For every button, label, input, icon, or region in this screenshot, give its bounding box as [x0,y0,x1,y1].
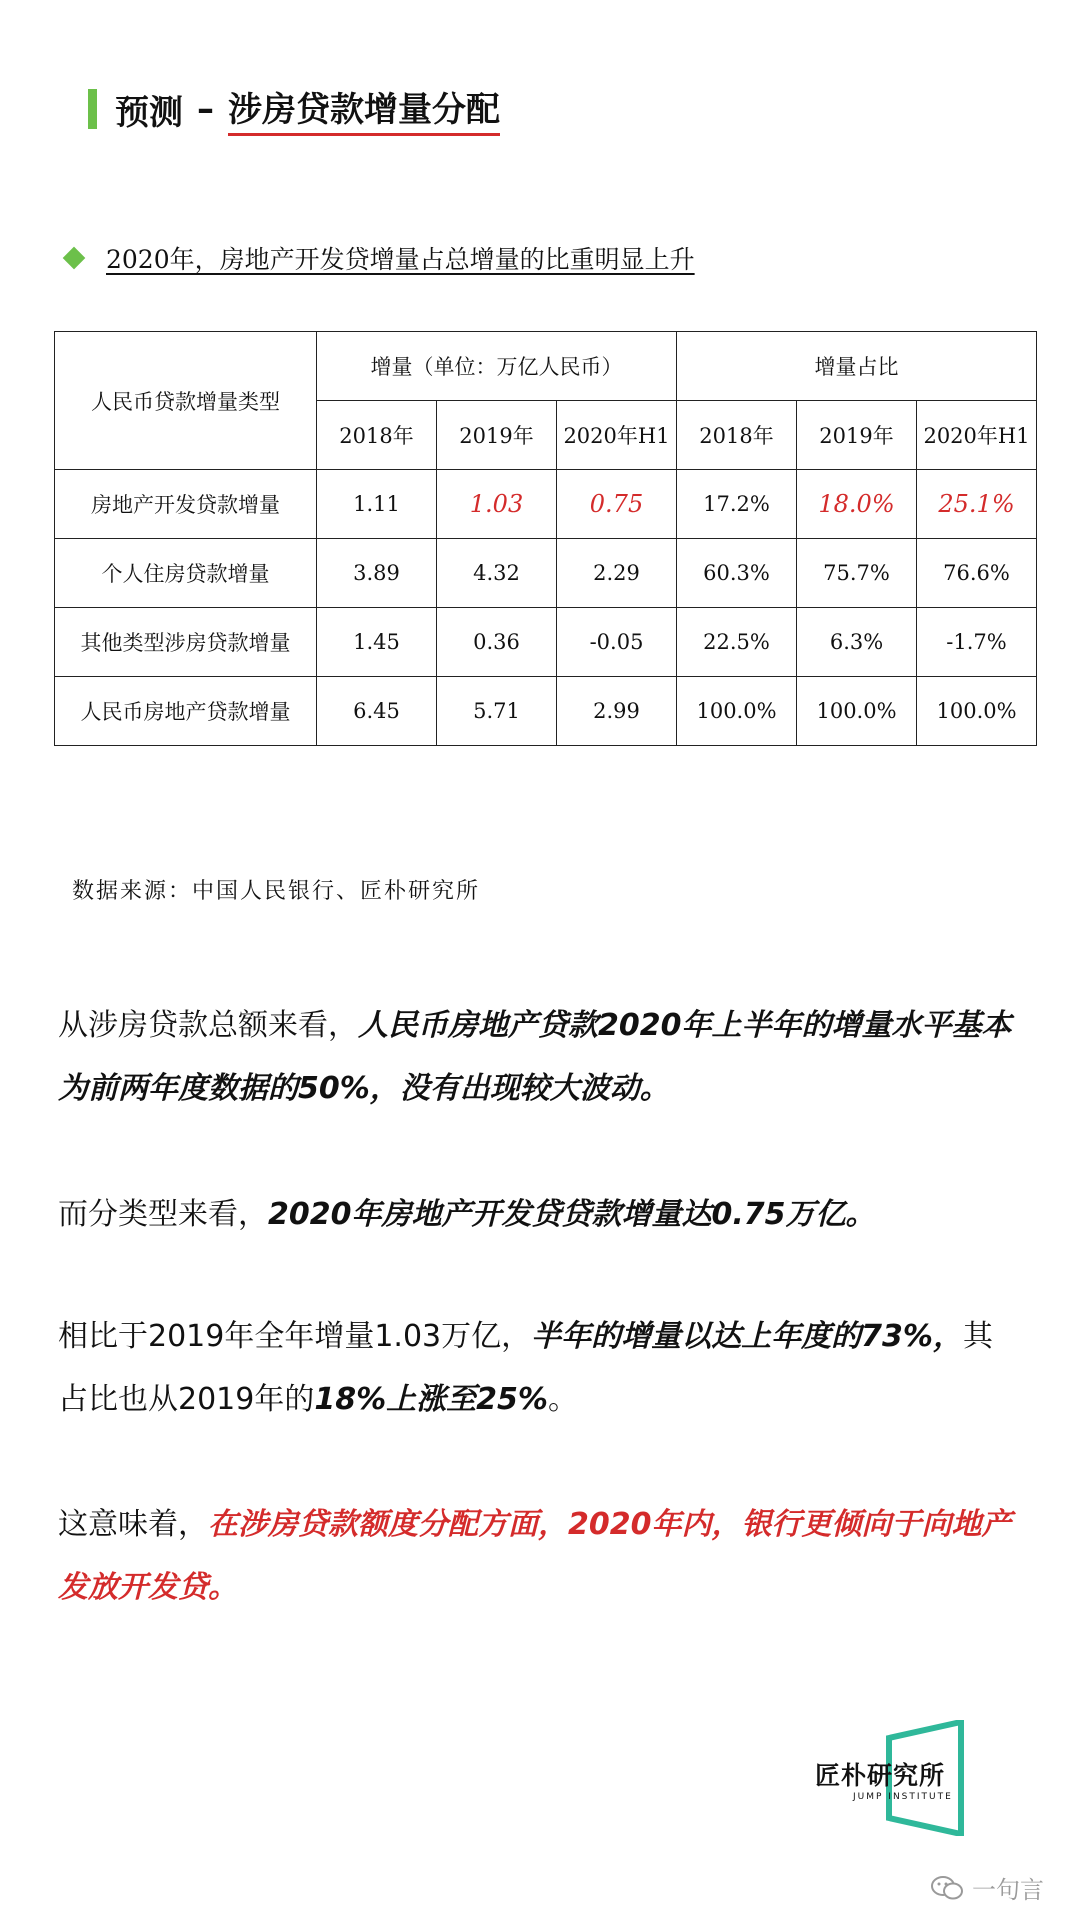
paragraph-emphasis: 半年的增量以达上年度的73%， [531,1319,963,1354]
row-label: 其他类型涉房贷款增量 [55,608,317,677]
wechat-name: 一句言 [972,1876,1044,1904]
table-cell: 75.7% [797,539,917,608]
table-cell: 6.3% [797,608,917,677]
paragraph-red-emphasis: 在涉房贷款额度分配方面，2020年内，银行更倾向于向地产发放开发贷。 [58,1507,1012,1605]
table-cell: 100.0% [677,677,797,746]
table-cell: 60.3% [677,539,797,608]
year-header: 2018年 [677,401,797,470]
paragraph-text: 这意味着， [58,1507,208,1542]
data-source: 数据来源：中国人民银行、匠朴研究所 [72,879,481,904]
title-accent-bar [88,89,97,129]
table-cell-highlight: 18.0% [797,470,917,539]
diamond-bullet-icon [63,247,86,270]
row-label: 个人住房贷款增量 [55,539,317,608]
table-cell-highlight: 1.03 [437,470,557,539]
table-cell: -0.05 [557,608,677,677]
table-cell: 0.36 [437,608,557,677]
row-header-cell: 人民币贷款增量类型 [55,332,317,470]
title-prefix: 预测 [115,92,183,133]
table-cell: 5.71 [437,677,557,746]
paragraph-emphasis: 2020年房地产开发贷贷款增量达0.75万亿。 [268,1197,876,1232]
table-cell: 22.5% [677,608,797,677]
paragraph-emphasis: 人民币房地产贷款2020年上半年的增量水平基本为前两年度数据的50%，没有出现较大波动。 [58,1008,1012,1106]
table-cell: 4.32 [437,539,557,608]
row-label: 人民币房地产贷款增量 [55,677,317,746]
table-cell: 17.2% [677,470,797,539]
table-cell: 1.45 [317,608,437,677]
year-header: 2019年 [437,401,557,470]
paragraph-total [58,994,1018,1120]
jump-institute-logo [815,1720,965,1836]
table-header-row [55,332,1037,401]
table-cell-highlight: 0.75 [557,470,677,539]
subtitle-row [66,240,695,276]
group-header-share: 增量占比 [677,332,1037,401]
table-row [55,470,1037,539]
paragraph-text: 。 [547,1382,578,1417]
paragraph-text: 其占比也从2019年的 [58,1319,993,1417]
paragraph-text: 而分类型来看， [58,1197,268,1232]
subtitle: 2020年，房地产开发贷增量占总增量的比重明显上升 [106,245,695,274]
row-label: 房地产开发贷款增量 [55,470,317,539]
table-cell: 6.45 [317,677,437,746]
paragraph-conclusion [58,1493,1018,1619]
table-cell: 76.6% [917,539,1037,608]
year-header: 2018年 [317,401,437,470]
table-cell: 100.0% [917,677,1037,746]
title-dash: – [197,89,214,129]
group-header-increment: 增量（单位：万亿人民币） [317,332,677,401]
table-cell: 2.99 [557,677,677,746]
year-header: 2019年 [797,401,917,470]
table-cell: 3.89 [317,539,437,608]
paragraph-compare [58,1305,1018,1431]
table-cell: 1.11 [317,470,437,539]
table-cell: 2.29 [557,539,677,608]
table-row [55,608,1037,677]
paragraph-text: 从涉房贷款总额来看， [58,1008,358,1043]
page-title [88,86,500,132]
table-cell: 100.0% [797,677,917,746]
loan-table [54,331,1037,746]
title-main: 涉房贷款增量分配 [228,82,500,136]
wechat-account [930,1870,1044,1905]
table-cell: -1.7% [917,608,1037,677]
paragraph-text: 相比于2019年全年增量1.03万亿， [58,1319,532,1354]
year-header: 2020年H1 [557,401,677,470]
logo-cn-text: 匠朴研究所 [815,1761,946,1790]
year-header: 2020年H1 [917,401,1037,470]
table-row [55,539,1037,608]
wechat-icon [930,1874,964,1902]
paragraph-emphasis: 18%上涨至25% [314,1382,548,1417]
logo-en-text: JUMP INSTITUTE [853,1792,953,1802]
table-cell-highlight: 25.1% [917,470,1037,539]
table-row [55,677,1037,746]
paragraph-type [58,1183,1018,1246]
